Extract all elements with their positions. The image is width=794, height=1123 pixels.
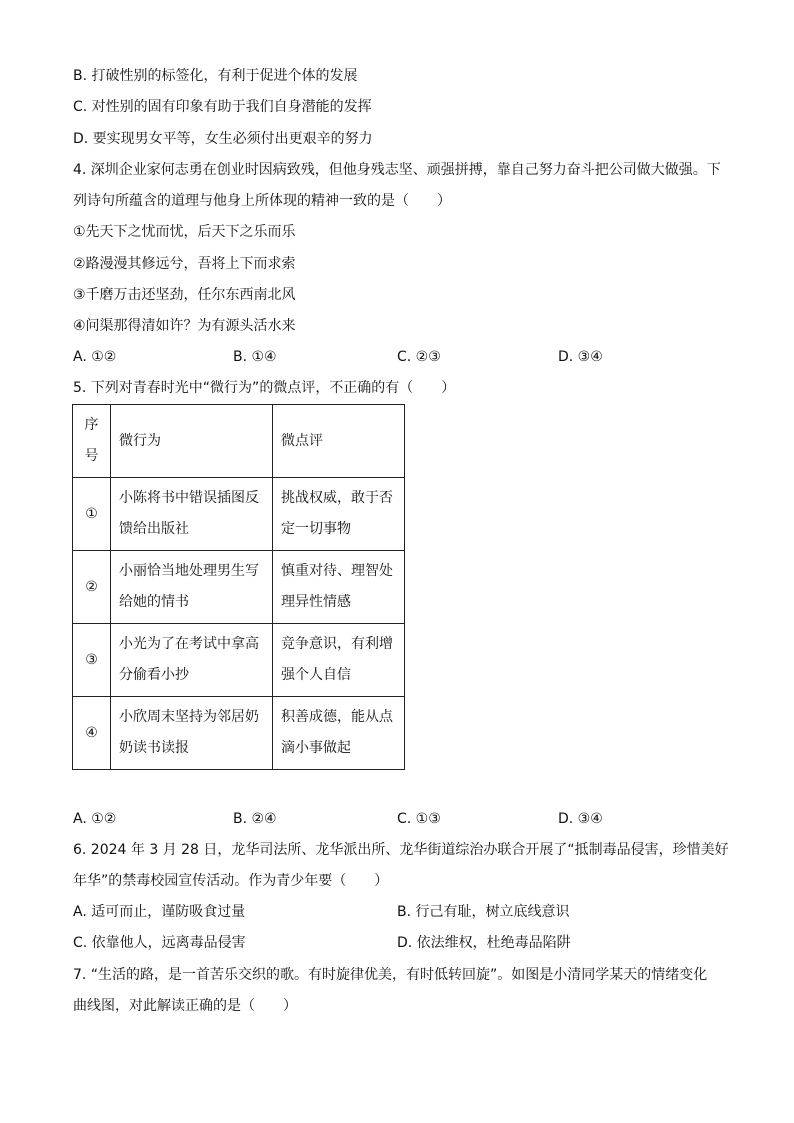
row-action-line1: 小丽恰当地处理男生写 [119, 563, 259, 579]
q6-stem-line2: 年华”的禁毒校园宣传活动。作为青少年要（ ） [73, 873, 389, 889]
row-action-line1: 小陈将书中错误插图反 [119, 490, 259, 506]
q6-option-d: D. 依法维权，杜绝毒品陷阱 [397, 935, 571, 951]
q7-stem-line2: 曲线图，对此解读正确的是（ ） [73, 998, 297, 1014]
q6-stem-line1: 6. 2024 年 3 月 28 日，龙华司法所、龙华派出所、龙华街道综治办联合开展了“抵制毒品侵害，珍惜美好 [73, 842, 729, 858]
table-header-row [73, 405, 405, 478]
table-row [73, 697, 405, 770]
q3-option-c: C. 对性别的固有印象有助于我们自身潜能的发挥 [73, 99, 372, 115]
row-no: ④ [73, 697, 111, 770]
row-comment [273, 478, 405, 551]
q6-option-a: A. 适可而止，谨防吸食过量 [73, 904, 246, 920]
row-comment-line2: 强个人自信 [281, 667, 351, 683]
q3-option-d: D. 要实现男女平等，女生必须付出更艰辛的努力 [73, 131, 373, 147]
table-row [73, 478, 405, 551]
row-comment [273, 624, 405, 697]
header-comment: 微点评 [273, 405, 405, 478]
header-no-line1: 序 [84, 417, 99, 433]
row-no: ① [73, 478, 111, 551]
header-no [73, 405, 111, 478]
q4-option-b: B. ①④ [233, 349, 277, 365]
row-no: ③ [73, 624, 111, 697]
q4-option-c: C. ②③ [397, 349, 441, 365]
q5-option-c: C. ①③ [397, 811, 441, 827]
q4-option-d: D. ③④ [558, 349, 603, 365]
table-row [73, 624, 405, 697]
q4-stem-line2: 列诗句所蕴含的道理与他身上所体现的精神一致的是（ ） [73, 193, 451, 209]
q3-option-b: B. 打破性别的标签化，有利于促进个体的发展 [73, 68, 358, 84]
row-action-line2: 给她的情书 [119, 594, 189, 610]
q5-option-a: A. ①② [73, 811, 117, 827]
row-action-line1: 小光为了在考试中拿高 [119, 636, 259, 652]
q6-option-c: C. 依靠他人，远离毒品侵害 [73, 935, 246, 951]
row-action-line1: 小欣周末坚持为邻居奶 [119, 709, 259, 725]
row-comment [273, 697, 405, 770]
row-comment-line2: 滴小事做起 [281, 740, 351, 756]
row-comment-line1: 积善成德，能从点 [281, 709, 393, 725]
row-comment-line2: 定一切事物 [281, 521, 351, 537]
table-row [73, 551, 405, 624]
q4-item-3: ③千磨万击还坚劲，任尔东西南北风 [73, 287, 296, 303]
row-action-line2: 奶读书读报 [119, 740, 189, 756]
row-comment-line1: 竞争意识，有利增 [281, 636, 393, 652]
header-action: 微行为 [111, 405, 273, 478]
q4-option-a: A. ①② [73, 349, 117, 365]
row-comment-line2: 理异性情感 [281, 594, 351, 610]
row-action [111, 478, 273, 551]
row-comment [273, 551, 405, 624]
row-action-line2: 分偷看小抄 [119, 667, 189, 683]
row-comment-line1: 慎重对待、理智处 [281, 563, 393, 579]
q5-table [72, 404, 405, 770]
q6-option-b: B. 行己有耻，树立底线意识 [397, 904, 570, 920]
q5-stem: 5. 下列对青春时光中“微行为”的微点评，不正确的有（ ） [73, 380, 456, 396]
row-action-line2: 馈给出版社 [119, 521, 189, 537]
row-action [111, 624, 273, 697]
header-no-line2: 号 [84, 448, 99, 464]
q4-item-2: ②路漫漫其修远兮，吾将上下而求索 [73, 256, 296, 272]
q5-option-b: B. ②④ [233, 811, 277, 827]
q4-item-4: ④问渠那得清如许？为有源头活水来 [73, 318, 296, 334]
row-action [111, 697, 273, 770]
q5-option-d: D. ③④ [558, 811, 603, 827]
row-action [111, 551, 273, 624]
row-no: ② [73, 551, 111, 624]
q4-item-1: ①先天下之忧而忧，后天下之乐而乐 [73, 224, 296, 240]
row-comment-line1: 挑战权威，敢于否 [281, 490, 393, 506]
q7-stem-line1: 7. “生活的路，是一首苦乐交织的歌。有时旋律优美，有时低转回旋”。如图是小清同学某天的情绪变化 [73, 967, 708, 983]
q4-stem-line1: 4. 深圳企业家何志勇在创业时因病致残，但他身残志坚、顽强拼搏，靠自己努力奋斗把公司做大做强。下 [73, 162, 721, 178]
